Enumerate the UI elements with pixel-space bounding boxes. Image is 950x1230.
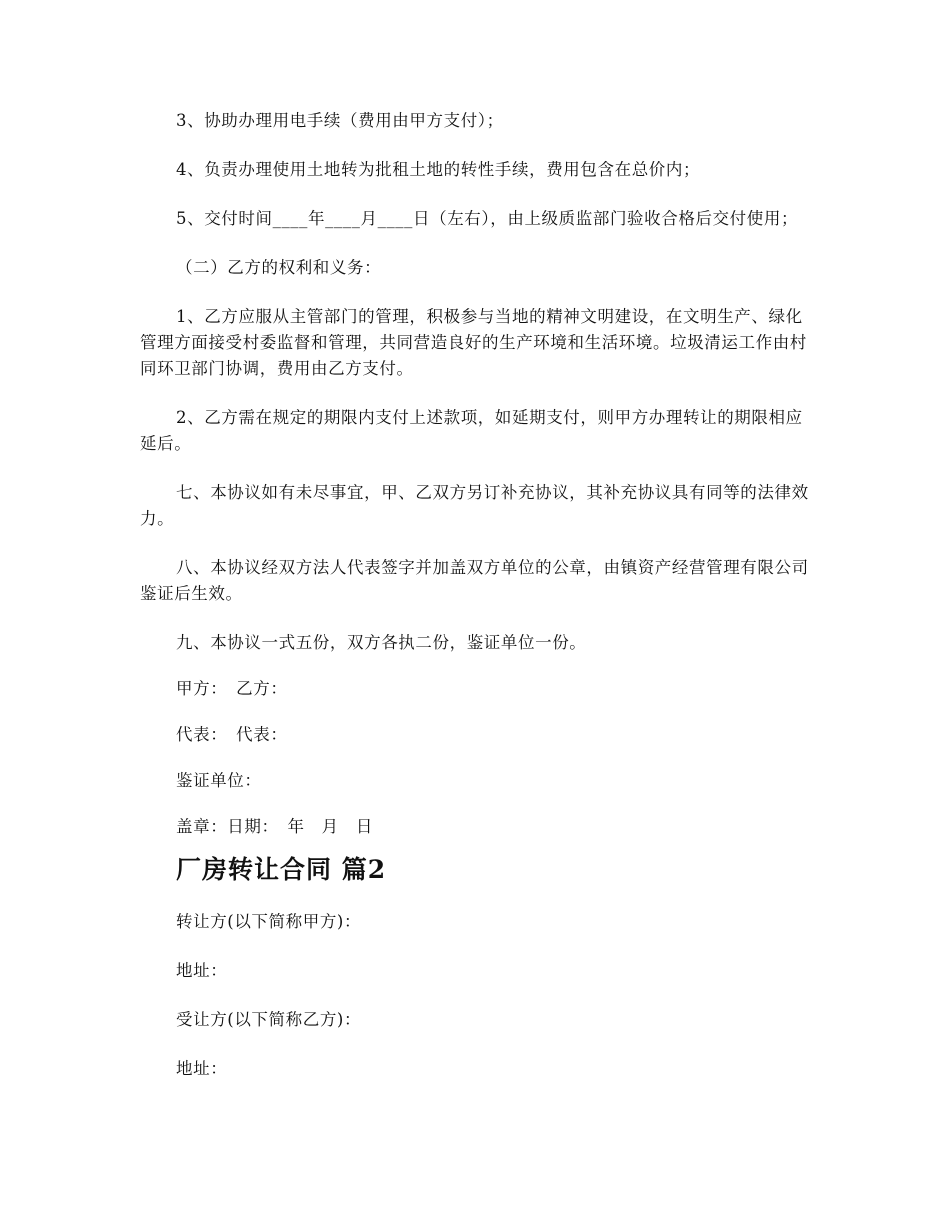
signature-parties: 甲方： 乙方：	[176, 679, 288, 698]
document-body	[140, 108, 812, 1082]
section-title: 厂房转让合同 篇2	[176, 855, 387, 884]
verification-unit: 鉴证单位：	[176, 771, 262, 790]
article-7: 七、本协议如有未尽事宜，甲、乙双方另订补充协议，其补充协议具有同等的法律效力。	[140, 483, 809, 528]
seal-date-line: 盖章：日期： 年 月 日	[176, 817, 373, 836]
transferor-line: 转让方(以下简称甲方)：	[176, 912, 362, 931]
transferee-line: 受让方(以下简称乙方)：	[176, 1010, 362, 1029]
party-b-clause-1: 1、乙方应服从主管部门的管理，积极参与当地的精神文明建设，在文明生产、绿化管理方面接受村委监督和管理，共同营造良好的生产环境和生活环境。垃圾清运工作由村同环卫部门协调，费用由乙方支付。	[140, 307, 807, 378]
clause-4: 4、负责办理使用土地转为批租土地的转性手续，费用包含在总价内；	[176, 160, 701, 179]
party-b-rights-heading: （二）乙方的权利和义务：	[176, 258, 382, 277]
party-b-clause-2: 2、乙方需在规定的期限内支付上述款项，如延期支付，则甲方办理转让的期限相应延后。	[140, 408, 803, 453]
clause-3: 3、协助办理用电手续（费用由甲方支付）；	[176, 111, 504, 130]
clause-5: 5、交付时间____年____月____日（左右），由上级质监部门验收合格后交付使用；	[176, 209, 799, 228]
article-9: 九、本协议一式五份，双方各执二份，鉴证单位一份。	[176, 633, 587, 652]
article-8: 八、本协议经双方法人代表签字并加盖双方单位的公章，由镇资产经营管理有限公司鉴证后生效。	[140, 558, 809, 603]
signature-representatives: 代表： 代表：	[176, 725, 288, 744]
transferee-address: 地址：	[176, 1059, 228, 1078]
transferor-address: 地址：	[176, 961, 228, 980]
